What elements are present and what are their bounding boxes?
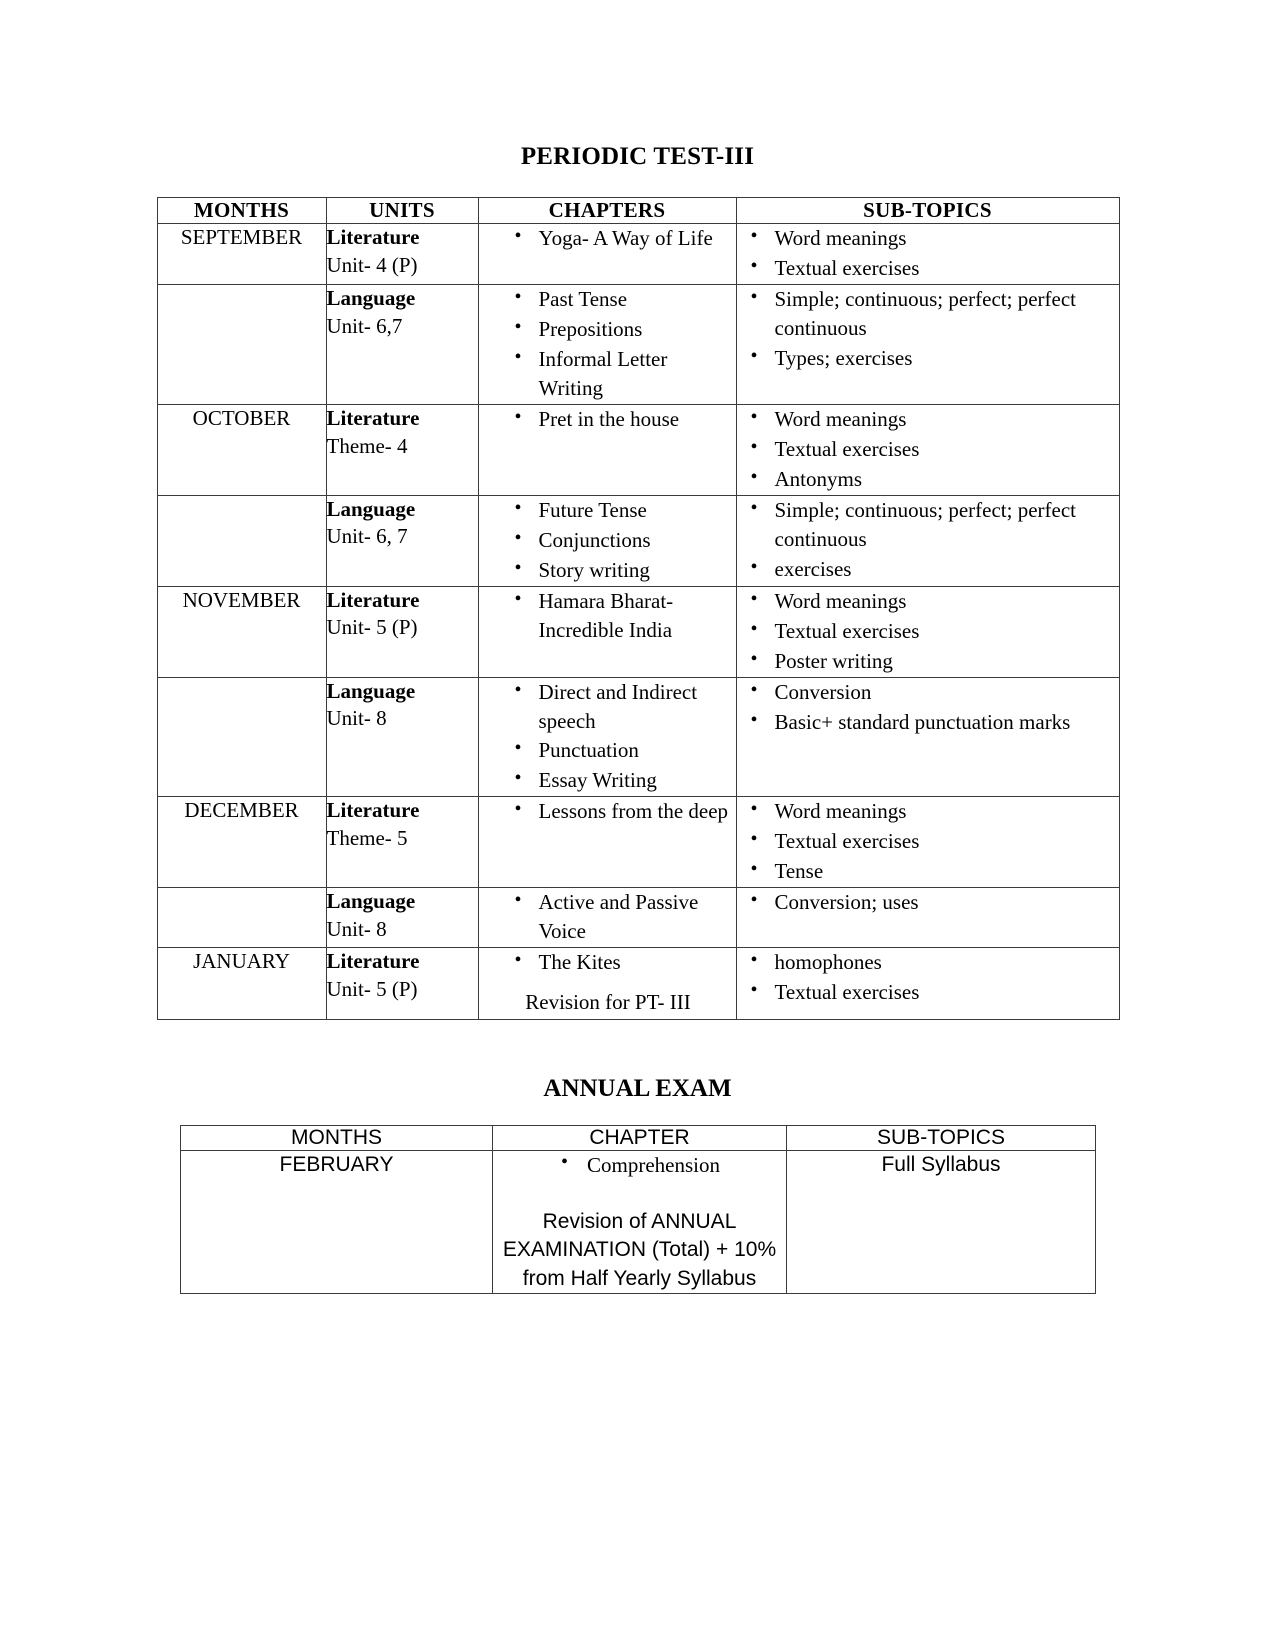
list-item: • exercises [749, 555, 1119, 584]
cell-chapter [493, 1151, 787, 1294]
chapter-list [479, 285, 736, 403]
table-row [157, 888, 1119, 948]
chapter-list [479, 496, 736, 585]
list-item: • Word meanings [749, 797, 1119, 826]
list-item: • Textual exercises [749, 827, 1119, 856]
list-item: • Hamara Bharat- Incredible India [513, 587, 736, 645]
unit-name: Language [326, 285, 416, 310]
list-item: • Poster writing [749, 647, 1119, 676]
subtopic-list [737, 587, 1119, 676]
list-item: • Punctuation [513, 736, 736, 765]
list-item: • Pret in the house [513, 405, 736, 434]
cell-subtopics [736, 797, 1119, 888]
chapter-list [479, 888, 736, 946]
column-header-chapter: CHAPTER [493, 1126, 787, 1151]
list-item: • Conjunctions [513, 526, 736, 555]
cell-unit [326, 586, 478, 677]
cell-chapters [478, 586, 736, 677]
list-item: • Story writing [513, 556, 736, 585]
cell-subtopics [736, 224, 1119, 285]
unit-name: Language [326, 889, 416, 914]
cell-unit [326, 404, 478, 495]
cell-unit [326, 284, 478, 404]
table-row [157, 284, 1119, 404]
table-header-row [157, 198, 1119, 224]
cell-unit [326, 888, 478, 948]
unit-name: Literature [326, 587, 420, 612]
unit-name: Literature [326, 949, 420, 974]
cell-month [157, 888, 326, 948]
cell-chapters [478, 224, 736, 285]
chapter-note: Revision of ANNUAL EXAMINATION (Total) + 10% from Half Yearly Syllabus [502, 1210, 777, 1290]
list-item: • Tense [749, 857, 1119, 886]
list-item: • Simple; continuous; perfect; perfect continuous [749, 496, 1119, 554]
column-header-subtopics: SUB-TOPICS [736, 198, 1119, 224]
periodic-test-table [157, 197, 1120, 1020]
list-item: • Prepositions [513, 315, 736, 344]
table-row [157, 586, 1119, 677]
column-header-months: MONTHS [181, 1126, 493, 1151]
cell-unit [326, 677, 478, 797]
cell-chapters [478, 677, 736, 797]
cell-month: FEBRUARY [181, 1151, 493, 1294]
cell-month: DECEMBER [157, 797, 326, 888]
cell-month: SEPTEMBER [157, 224, 326, 285]
list-item: • Simple; continuous; perfect; perfect continuous [749, 285, 1119, 343]
annual-exam-title: ANNUAL EXAM [543, 1075, 732, 1103]
cell-month: OCTOBER [157, 404, 326, 495]
cell-chapters [478, 948, 736, 1020]
chapter-list [479, 678, 736, 796]
cell-chapters [478, 495, 736, 586]
cell-subtopics [736, 677, 1119, 797]
cell-month [157, 495, 326, 586]
table-row [157, 677, 1119, 797]
cell-subtopics [736, 586, 1119, 677]
list-item: • Yoga- A Way of Life [513, 224, 736, 253]
unit-number: Unit- 5 (P) [326, 615, 418, 640]
cell-subtopics [736, 284, 1119, 404]
unit-name: Literature [326, 225, 420, 249]
unit-name: Literature [326, 798, 420, 823]
table-header-row [181, 1126, 1096, 1151]
list-item: • Word meanings [749, 405, 1119, 434]
list-item: • Word meanings [749, 587, 1119, 616]
chapter-list [479, 587, 736, 645]
list-item: • Textual exercises [749, 978, 1119, 1007]
list-item: • Basic+ standard punctuation marks [749, 708, 1119, 737]
column-header-subtopics: SUB-TOPICS [787, 1126, 1096, 1151]
annual-exam-table-wrapper [180, 1125, 1095, 1294]
cell-unit [326, 224, 478, 285]
list-item: • Informal Letter Writing [513, 345, 736, 403]
cell-subtopics: Full Syllabus [787, 1151, 1096, 1294]
list-item: • Future Tense [513, 496, 736, 525]
table-row [157, 948, 1119, 1020]
cell-subtopics [736, 495, 1119, 586]
list-item: • Active and Passive Voice [513, 888, 736, 946]
cell-subtopics [736, 888, 1119, 948]
cell-month [157, 284, 326, 404]
list-item: • Word meanings [749, 224, 1119, 253]
annual-exam-table [180, 1125, 1096, 1294]
cell-unit [326, 948, 478, 1020]
cell-chapters [478, 888, 736, 948]
unit-number: Unit- 6,7 [326, 313, 403, 338]
cell-month: JANUARY [157, 948, 326, 1020]
list-item: • The Kites [513, 948, 736, 977]
cell-month [157, 677, 326, 797]
chapter-note: Revision for PT- III [525, 990, 691, 1015]
list-item: • Types; exercises [749, 344, 1119, 373]
cell-chapters [478, 797, 736, 888]
unit-number: Unit- 6, 7 [326, 524, 408, 549]
page-title: PERIODIC TEST-III [520, 143, 755, 170]
subtopic-list [737, 224, 1119, 283]
table-row [157, 224, 1119, 285]
subtopic-list [737, 888, 1119, 917]
unit-number: Unit- 8 [326, 917, 387, 942]
unit-name: Literature [326, 405, 420, 430]
list-item: • Conversion [749, 678, 1119, 707]
unit-number: Unit- 5 (P) [326, 976, 418, 1001]
list-item: • Textual exercises [749, 617, 1119, 646]
subtopic-list [737, 405, 1119, 494]
subtopic-list [737, 797, 1119, 886]
chapter-list [479, 405, 736, 434]
unit-number: Unit- 8 [326, 706, 387, 731]
list-item: • Essay Writing [513, 766, 736, 795]
column-header-chapters: CHAPTERS [478, 198, 736, 224]
column-header-months: MONTHS [157, 198, 326, 224]
list-item: • Direct and Indirect speech [513, 678, 736, 736]
cell-subtopics [736, 948, 1119, 1020]
cell-unit [326, 495, 478, 586]
subtopic-list [737, 496, 1119, 584]
list-item: • Lessons from the deep [513, 797, 736, 826]
cell-subtopics [736, 404, 1119, 495]
subtopic-list [737, 948, 1119, 1007]
subtopic-list [737, 678, 1119, 737]
unit-name: Language [326, 496, 416, 521]
table-row [157, 495, 1119, 586]
periodic-test-table-wrapper [157, 197, 1119, 1020]
cell-unit [326, 797, 478, 888]
table-row [157, 404, 1119, 495]
table-row [157, 797, 1119, 888]
chapter-list [479, 948, 736, 977]
list-item: • Textual exercises [749, 254, 1119, 283]
unit-number: Theme- 4 [326, 433, 408, 458]
cell-chapters [478, 404, 736, 495]
chapter-list [479, 224, 736, 253]
list-item: • Antonyms [749, 465, 1119, 494]
column-header-units: UNITS [326, 198, 478, 224]
unit-number: Theme- 5 [326, 826, 408, 851]
unit-number: Unit- 4 (P) [326, 252, 418, 277]
cell-chapters [478, 284, 736, 404]
list-item: • Past Tense [513, 285, 736, 314]
chapter-bullet: • Comprehension [559, 1151, 720, 1179]
cell-month: NOVEMBER [157, 586, 326, 677]
unit-name: Language [326, 678, 416, 703]
table-row [181, 1151, 1096, 1294]
chapter-list [479, 797, 736, 826]
list-item: • Conversion; uses [749, 888, 1119, 917]
list-item: • homophones [749, 948, 1119, 977]
subtopic-list [737, 285, 1119, 373]
list-item: • Textual exercises [749, 435, 1119, 464]
